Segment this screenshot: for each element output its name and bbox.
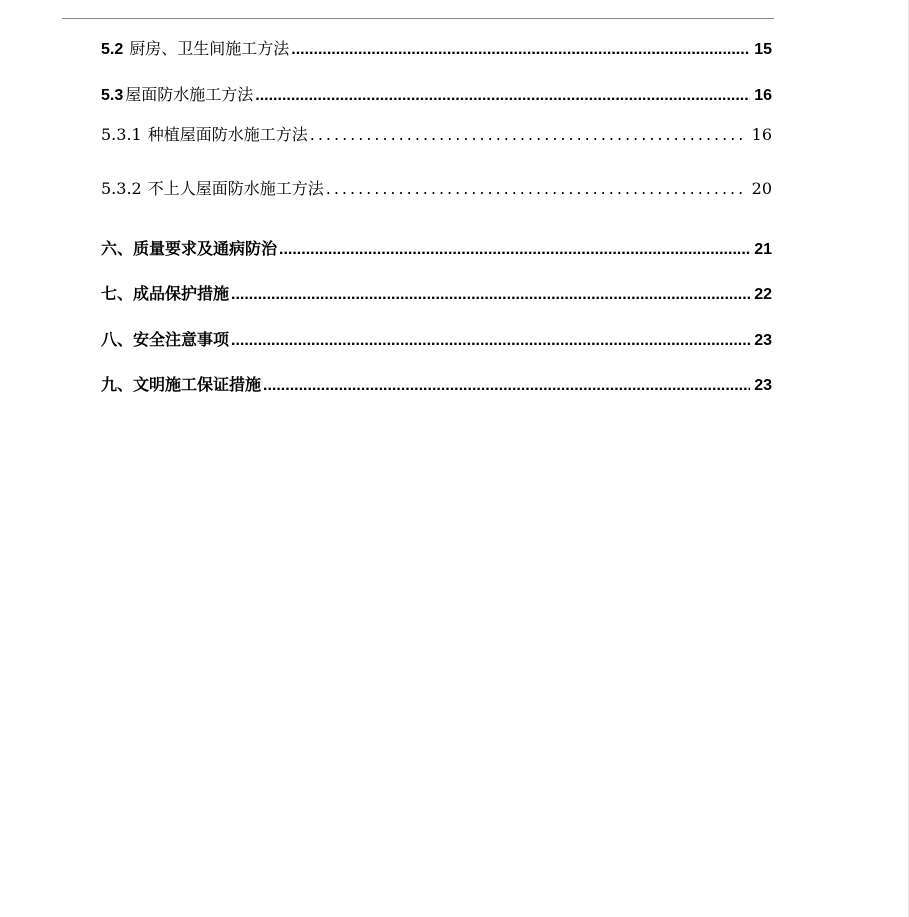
toc-entry-chapter-7[interactable] xyxy=(101,281,772,304)
header-rule xyxy=(62,18,774,19)
toc-page-number: 16 xyxy=(754,87,772,104)
toc-page-number: 23 xyxy=(754,377,772,394)
toc-title: 屋面防水施工方法 xyxy=(125,85,254,104)
dot-leader xyxy=(291,41,750,59)
toc-entry-5-3[interactable] xyxy=(101,82,772,105)
toc-entry-5-3-1[interactable] xyxy=(101,122,772,145)
toc-number: 5.3.1 xyxy=(101,125,142,144)
toc-entry-chapter-6[interactable] xyxy=(101,236,772,259)
dot-leader xyxy=(263,377,750,395)
toc-page-number: 20 xyxy=(751,179,772,198)
dot-leader xyxy=(231,332,750,350)
toc-title: 八、安全注意事项 xyxy=(101,330,230,349)
toc-entry-chapter-9[interactable] xyxy=(101,372,772,395)
toc-number: 5.2 xyxy=(101,41,124,58)
toc-title: 六、质量要求及通病防治 xyxy=(101,239,278,258)
dot-leader xyxy=(255,87,750,105)
toc-page-number: 16 xyxy=(751,125,772,144)
dot-leader xyxy=(231,286,750,304)
toc-title: 七、成品保护措施 xyxy=(101,284,230,303)
toc-page-number: 15 xyxy=(754,41,772,58)
toc-title: 不上人屋面防水施工方法 xyxy=(147,179,324,198)
toc-title: 九、文明施工保证措施 xyxy=(101,375,262,394)
toc-title: 厨房、卫生间施工方法 xyxy=(129,39,290,58)
toc-page-number: 21 xyxy=(754,241,772,258)
toc-number: 5.3 xyxy=(101,87,124,104)
toc-entry-chapter-8[interactable] xyxy=(101,327,772,350)
toc-page-number: 23 xyxy=(754,332,772,349)
toc-title: 种植屋面防水施工方法 xyxy=(147,125,308,144)
dot-leader xyxy=(279,241,750,259)
toc-number: 5.3.2 xyxy=(101,179,142,198)
toc-entry-5-2[interactable] xyxy=(101,36,772,59)
toc-page-number: 22 xyxy=(754,286,772,303)
dot-leader xyxy=(310,125,748,144)
dot-leader xyxy=(326,179,748,198)
toc-entry-5-3-2[interactable] xyxy=(101,176,772,199)
